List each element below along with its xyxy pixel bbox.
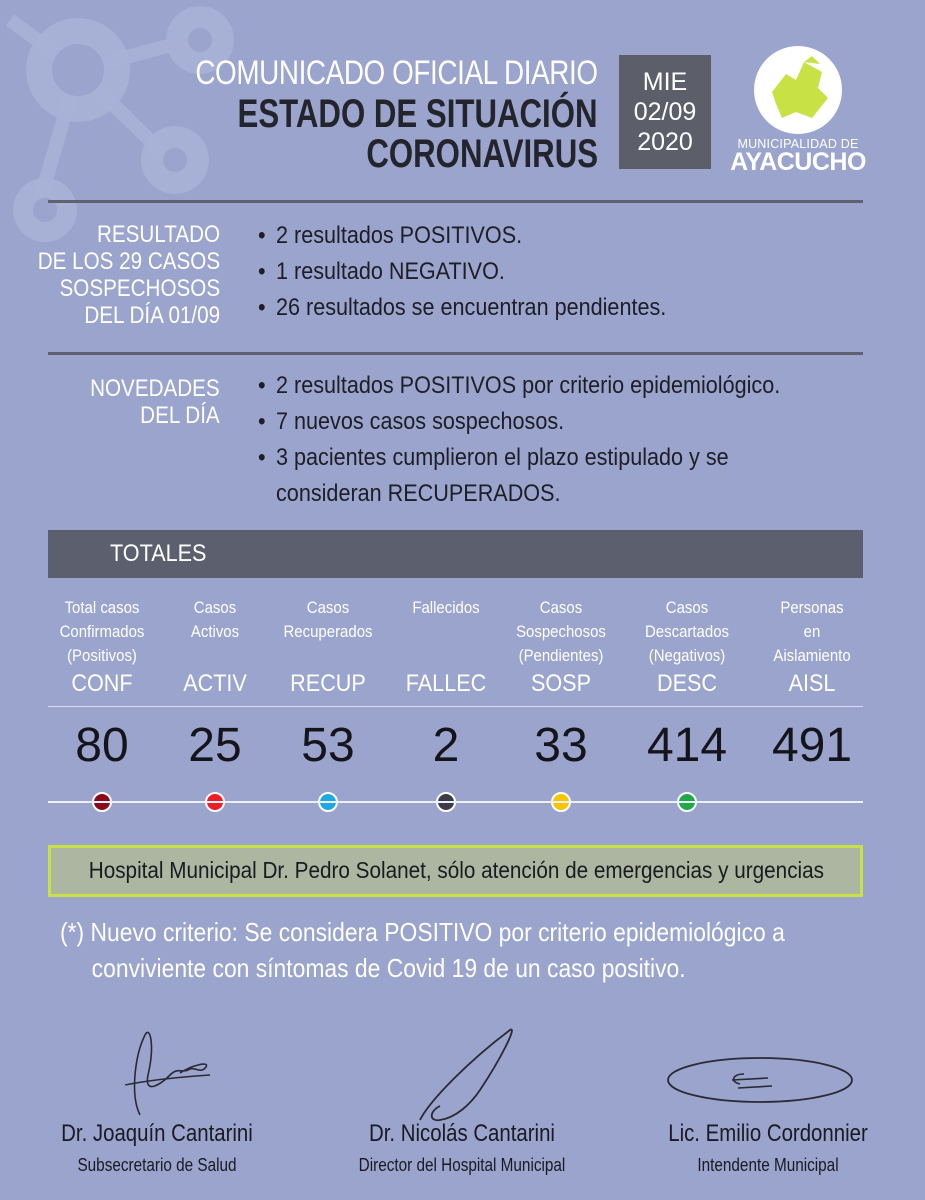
signature-3-icon bbox=[660, 1050, 860, 1120]
total-value-conf: 80 bbox=[75, 719, 129, 772]
total-value-recup: 53 bbox=[301, 719, 355, 772]
total-label-line: Total casos bbox=[64, 598, 140, 617]
total-code-sosp: SOSP bbox=[530, 670, 592, 697]
date-weekday: MIE bbox=[642, 68, 688, 96]
total-label-line: Casos bbox=[539, 598, 583, 617]
total-value-fallec: 2 bbox=[432, 719, 460, 772]
signature-role: Intendente Municipal bbox=[697, 1155, 839, 1175]
date-day-month: 02/09 bbox=[633, 98, 697, 126]
list-item: • 26 resultados se encuentran pendientes. bbox=[258, 290, 666, 326]
hospital-notice-text: Hospital Municipal Dr. Pedro Solanet, sólo atención de emergencias y urgencias bbox=[88, 857, 825, 883]
total-value-aisl: 491 bbox=[771, 719, 853, 772]
criteria-note-line: conviviente con síntomas de Covid 19 de un caso positivo. bbox=[91, 953, 686, 983]
resultado-label-line: SOSPECHOSOS bbox=[59, 275, 220, 302]
total-label-activ bbox=[155, 596, 275, 644]
date-year: 2020 bbox=[637, 128, 693, 156]
total-label-line: (Pendientes) bbox=[518, 646, 604, 665]
total-code-fallec: FALLEC bbox=[405, 670, 487, 697]
totals-separator bbox=[48, 706, 863, 707]
list-item: • 1 resultado NEGATIVO. bbox=[258, 254, 666, 290]
list-item-continuation: consideran RECUPERADOS. bbox=[276, 480, 561, 507]
list-item bbox=[258, 440, 780, 512]
totales-title: TOTALES bbox=[110, 540, 207, 567]
resultado-label-line: DEL DÍA 01/09 bbox=[84, 302, 220, 329]
divider-1 bbox=[48, 200, 863, 203]
total-label-line: Casos bbox=[665, 598, 709, 617]
total-label-line: (Negativos) bbox=[648, 646, 726, 665]
total-label-line: Activos bbox=[190, 622, 240, 641]
total-label-line: Recuperados bbox=[283, 622, 373, 641]
list-item: • 2 resultados POSITIVOS. bbox=[258, 218, 666, 254]
total-label-conf bbox=[42, 596, 162, 668]
total-label-line: Sospechosos bbox=[516, 622, 606, 641]
divider-2 bbox=[48, 352, 863, 355]
total-label-desc bbox=[627, 596, 747, 668]
total-value-activ: 25 bbox=[188, 719, 242, 772]
signature-role: Director del Hospital Municipal bbox=[358, 1155, 566, 1175]
list-item: • 2 resultados POSITIVOS por criterio epidemiológico. bbox=[258, 368, 780, 404]
total-label-line: Descartados bbox=[645, 622, 729, 641]
list-item: • 7 nuevos casos sospechosos. bbox=[258, 404, 780, 440]
signature-name: Dr. Nicolás Cantarini bbox=[369, 1120, 555, 1147]
date-box bbox=[619, 55, 711, 169]
total-value-desc: 414 bbox=[646, 719, 728, 772]
list-item-text: 3 pacientes cumplieron el plazo estipulado y se bbox=[276, 444, 729, 471]
resultado-label-line: DE LOS 29 CASOS bbox=[37, 248, 220, 275]
logo-name-text: AYACUCHO bbox=[730, 148, 866, 176]
header-title-2: CORONAVIRUS bbox=[366, 132, 598, 176]
novedades-label bbox=[69, 375, 220, 429]
totals-timeline bbox=[48, 801, 863, 803]
novedades-label-line: NOVEDADES bbox=[90, 375, 220, 402]
total-code-conf: CONF bbox=[71, 670, 133, 697]
signature-role: Subsecretario de Salud bbox=[77, 1155, 237, 1175]
signature-1-icon bbox=[110, 1015, 230, 1125]
novedades-list bbox=[258, 368, 838, 512]
signature-name: Dr. Joaquín Cantarini bbox=[61, 1120, 253, 1147]
total-label-line: Aislamiento bbox=[773, 646, 851, 665]
resultado-label bbox=[8, 221, 220, 329]
total-code-aisl: AISL bbox=[788, 670, 836, 697]
signature-2-icon bbox=[400, 1020, 540, 1130]
total-label-line: Confirmados bbox=[59, 622, 145, 641]
resultado-list bbox=[258, 218, 712, 326]
municipal-logo-icon bbox=[752, 44, 844, 136]
total-label-line: Casos bbox=[193, 598, 237, 617]
logo-top-text: MUNICIPALIDAD DE bbox=[737, 137, 859, 151]
header-title: ESTADO DE SITUACIÓN bbox=[238, 92, 598, 136]
total-value-sosp: 33 bbox=[534, 719, 588, 772]
total-label-sosp bbox=[501, 596, 621, 668]
total-code-recup: RECUP bbox=[290, 670, 366, 697]
total-label-line: (Positivos) bbox=[67, 646, 137, 665]
total-label-line: Personas bbox=[780, 598, 844, 617]
criteria-note-line: (*) Nuevo criterio: Se considera POSITIVO por criterio epidemiológico a bbox=[60, 917, 785, 947]
total-label-line: Fallecidos bbox=[412, 598, 480, 617]
resultado-label-line: RESULTADO bbox=[96, 221, 220, 248]
total-code-activ: ACTIV bbox=[183, 670, 247, 697]
header-subtitle: COMUNICADO OFICIAL DIARIO bbox=[195, 54, 598, 92]
total-label-recup bbox=[268, 596, 388, 644]
total-code-desc: DESC bbox=[656, 670, 718, 697]
criteria-note bbox=[60, 914, 785, 986]
total-label-line: Casos bbox=[306, 598, 350, 617]
signature-name: Lic. Emilio Cordonnier bbox=[668, 1120, 868, 1147]
total-label-fallec bbox=[386, 596, 506, 620]
total-label-aisl bbox=[752, 596, 872, 668]
novedades-label-line: DEL DÍA bbox=[140, 402, 220, 429]
total-label-line: en bbox=[803, 622, 821, 641]
